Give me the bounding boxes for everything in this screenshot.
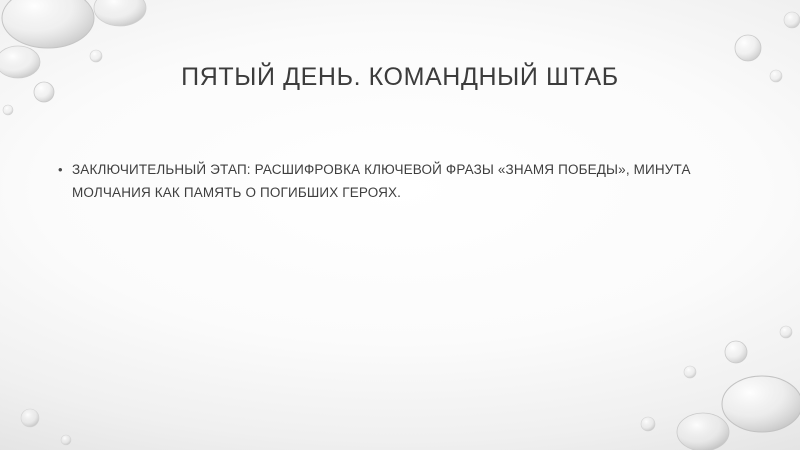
bullet-icon: • <box>58 162 63 177</box>
slide-body <box>58 158 748 204</box>
slide-title: ПЯТЫЙ ДЕНЬ. КОМАНДНЫЙ ШТАБ <box>181 63 619 91</box>
list-item <box>58 158 748 204</box>
bullet-text: ЗАКЛЮЧИТЕЛЬНЫЙ ЭТАП: РАСШИФРОВКА КЛЮЧЕВОЙ ФРАЗЫ «ЗНАМЯ ПОБЕДЫ», МИНУТА МОЛЧАНИЯ КАК ПАМЯТЬ О ПОГИБШИХ ГЕРОЯХ. <box>72 162 691 200</box>
